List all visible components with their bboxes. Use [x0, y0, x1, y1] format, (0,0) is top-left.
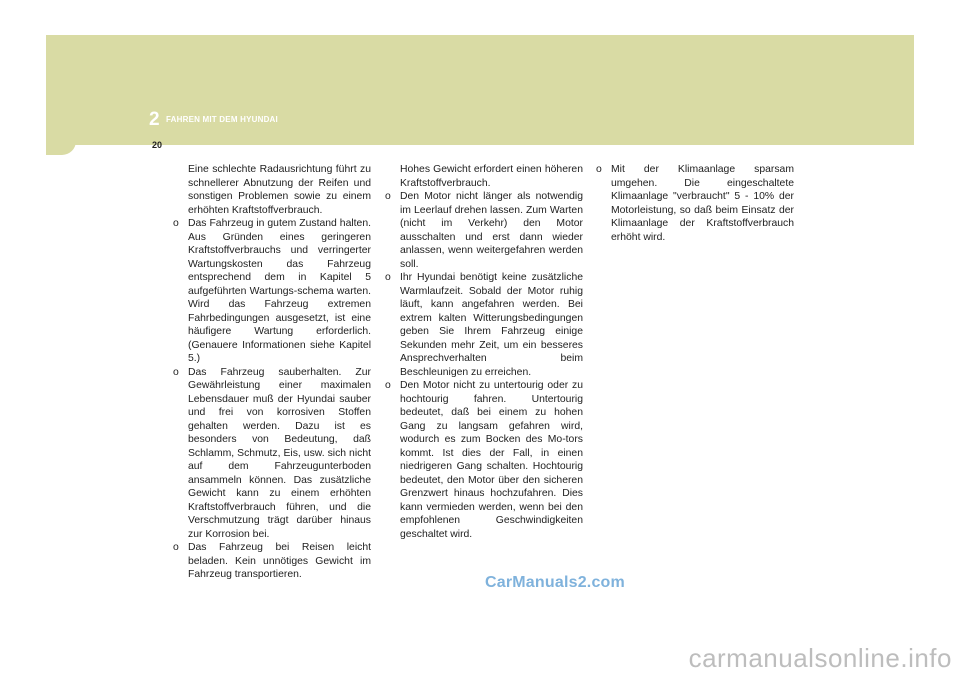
bullet-marker: o: [385, 380, 391, 391]
list-item: [385, 379, 583, 541]
bullet-marker: o: [173, 366, 179, 378]
list-item-text: Das Fahrzeug in gutem Zustand halten. Aus Gründen eines geringeren Kraftstoffverbrauchs und verringerter Wartungskosten das Fahrzeug entsprechend dem in Kapitel 5 aufgeführten Wartungs-schema warten. Wird das Fahrzeug extremen Fahrbedingungen ausgesetzt, ist eine häufigere Wartung erforderlich. (Genauere Informationen siehe Kapitel 5.): [188, 218, 371, 364]
text-column-2: [385, 163, 583, 541]
text-column-1: [173, 163, 371, 582]
bullet-marker: o: [173, 218, 179, 229]
lead-paragraph: Hohes Gewicht erfordert einen höheren Kraftstoffverbrauch.: [400, 164, 583, 189]
list-item-text: Mit der Klimaanlage sparsam umgehen. Die eingeschaltete Klimaanlage "verbraucht" 5 - 10% der Motorleistung, so daß beim Einsatz der Klimaanlage der Kraftstoffverbrauch erhöht wird.: [611, 164, 794, 243]
chapter-header-bar: [46, 35, 914, 145]
page-number: 20: [152, 140, 163, 150]
list-item-text: Den Motor nicht zu untertourig oder zu hochtourig fahren. Untertourig bedeutet, daß bei einem zu hohen Gang zu langsam gefahren wird, wodurch es zum Bocken des Mo-tors kommt. Ist dies der Fall, in einen niedrigeren Gang schalten. Hochtourig bedeutet, den Motor über den sicheren Grenzwert hinaus hochzufahren. Dies kann vermieden werden, wenn bei den empfohlenen Geschwindigkeiten geschaltet wird.: [400, 380, 583, 540]
chapter-title: FAHREN MIT DEM HYUNDAI: [166, 115, 278, 124]
chapter-number: 2: [149, 109, 160, 130]
list-item-text: Das Fahrzeug sauberhalten. Zur Gewährleistung einer maximalen Lebensdauer muß der Hyundai sauber und frei von korrosiven Stoffen gehalten werden. Dazu ist es besonders von Bedeutung, daß Schlamm, Schmutz, Eis, usw. sich nicht auf dem Fahrzeugunterboden ansammeln können. Das zusätzliche Gewicht kann zu einem erhöhten Kraftstoffverbrauch führen, und die Verschmutzung trägt darüber hinaus zur Korrosion bei.: [188, 366, 371, 540]
bullet-marker: o: [385, 191, 391, 202]
lead-paragraph: Eine schlechte Radausrichtung führt zu schnellerer Abnutzung der Reifen und sonstigen Problemen sowie zu einem erhöhten Kraftstoffverbrauch.: [188, 164, 371, 216]
page-number-tab: [46, 135, 76, 155]
carmanuals-watermark: CarManuals2.com: [485, 574, 625, 591]
footer-watermark: carmanualsonline.info: [688, 643, 952, 673]
list-item: [385, 271, 583, 379]
list-item: [173, 217, 371, 366]
list-item: [173, 366, 371, 542]
list-item-text: Das Fahrzeug bei Reisen leicht beladen. Kein unnötiges Gewicht im Fahrzeug transportieren.: [188, 542, 371, 580]
bullet-marker: o: [173, 542, 179, 553]
list-item-text: Den Motor nicht länger als notwendig im Leerlauf drehen lassen. Zum Warten (nicht im Verkehr) den Motor ausschalten und erst dann wieder anlassen, wenn weitergefahren werden soll.: [400, 191, 583, 270]
bullet-marker: o: [596, 164, 602, 175]
list-item: [173, 541, 371, 582]
bullet-marker: o: [385, 272, 391, 283]
list-item: [385, 190, 583, 271]
list-item: [596, 163, 794, 244]
text-column-3: [596, 163, 794, 244]
list-item-text: Ihr Hyundai benötigt keine zusätzliche Warmlaufzeit. Sobald der Motor ruhig läuft, kann angefahren werden. Bei extrem kalten Witterungsbedingungen geben Sie Ihrem Fahrzeug einige Sekunden mehr Zeit, um ein besseres Ansprechverhalten beim Beschleunigen zu erreichen.: [400, 272, 583, 378]
